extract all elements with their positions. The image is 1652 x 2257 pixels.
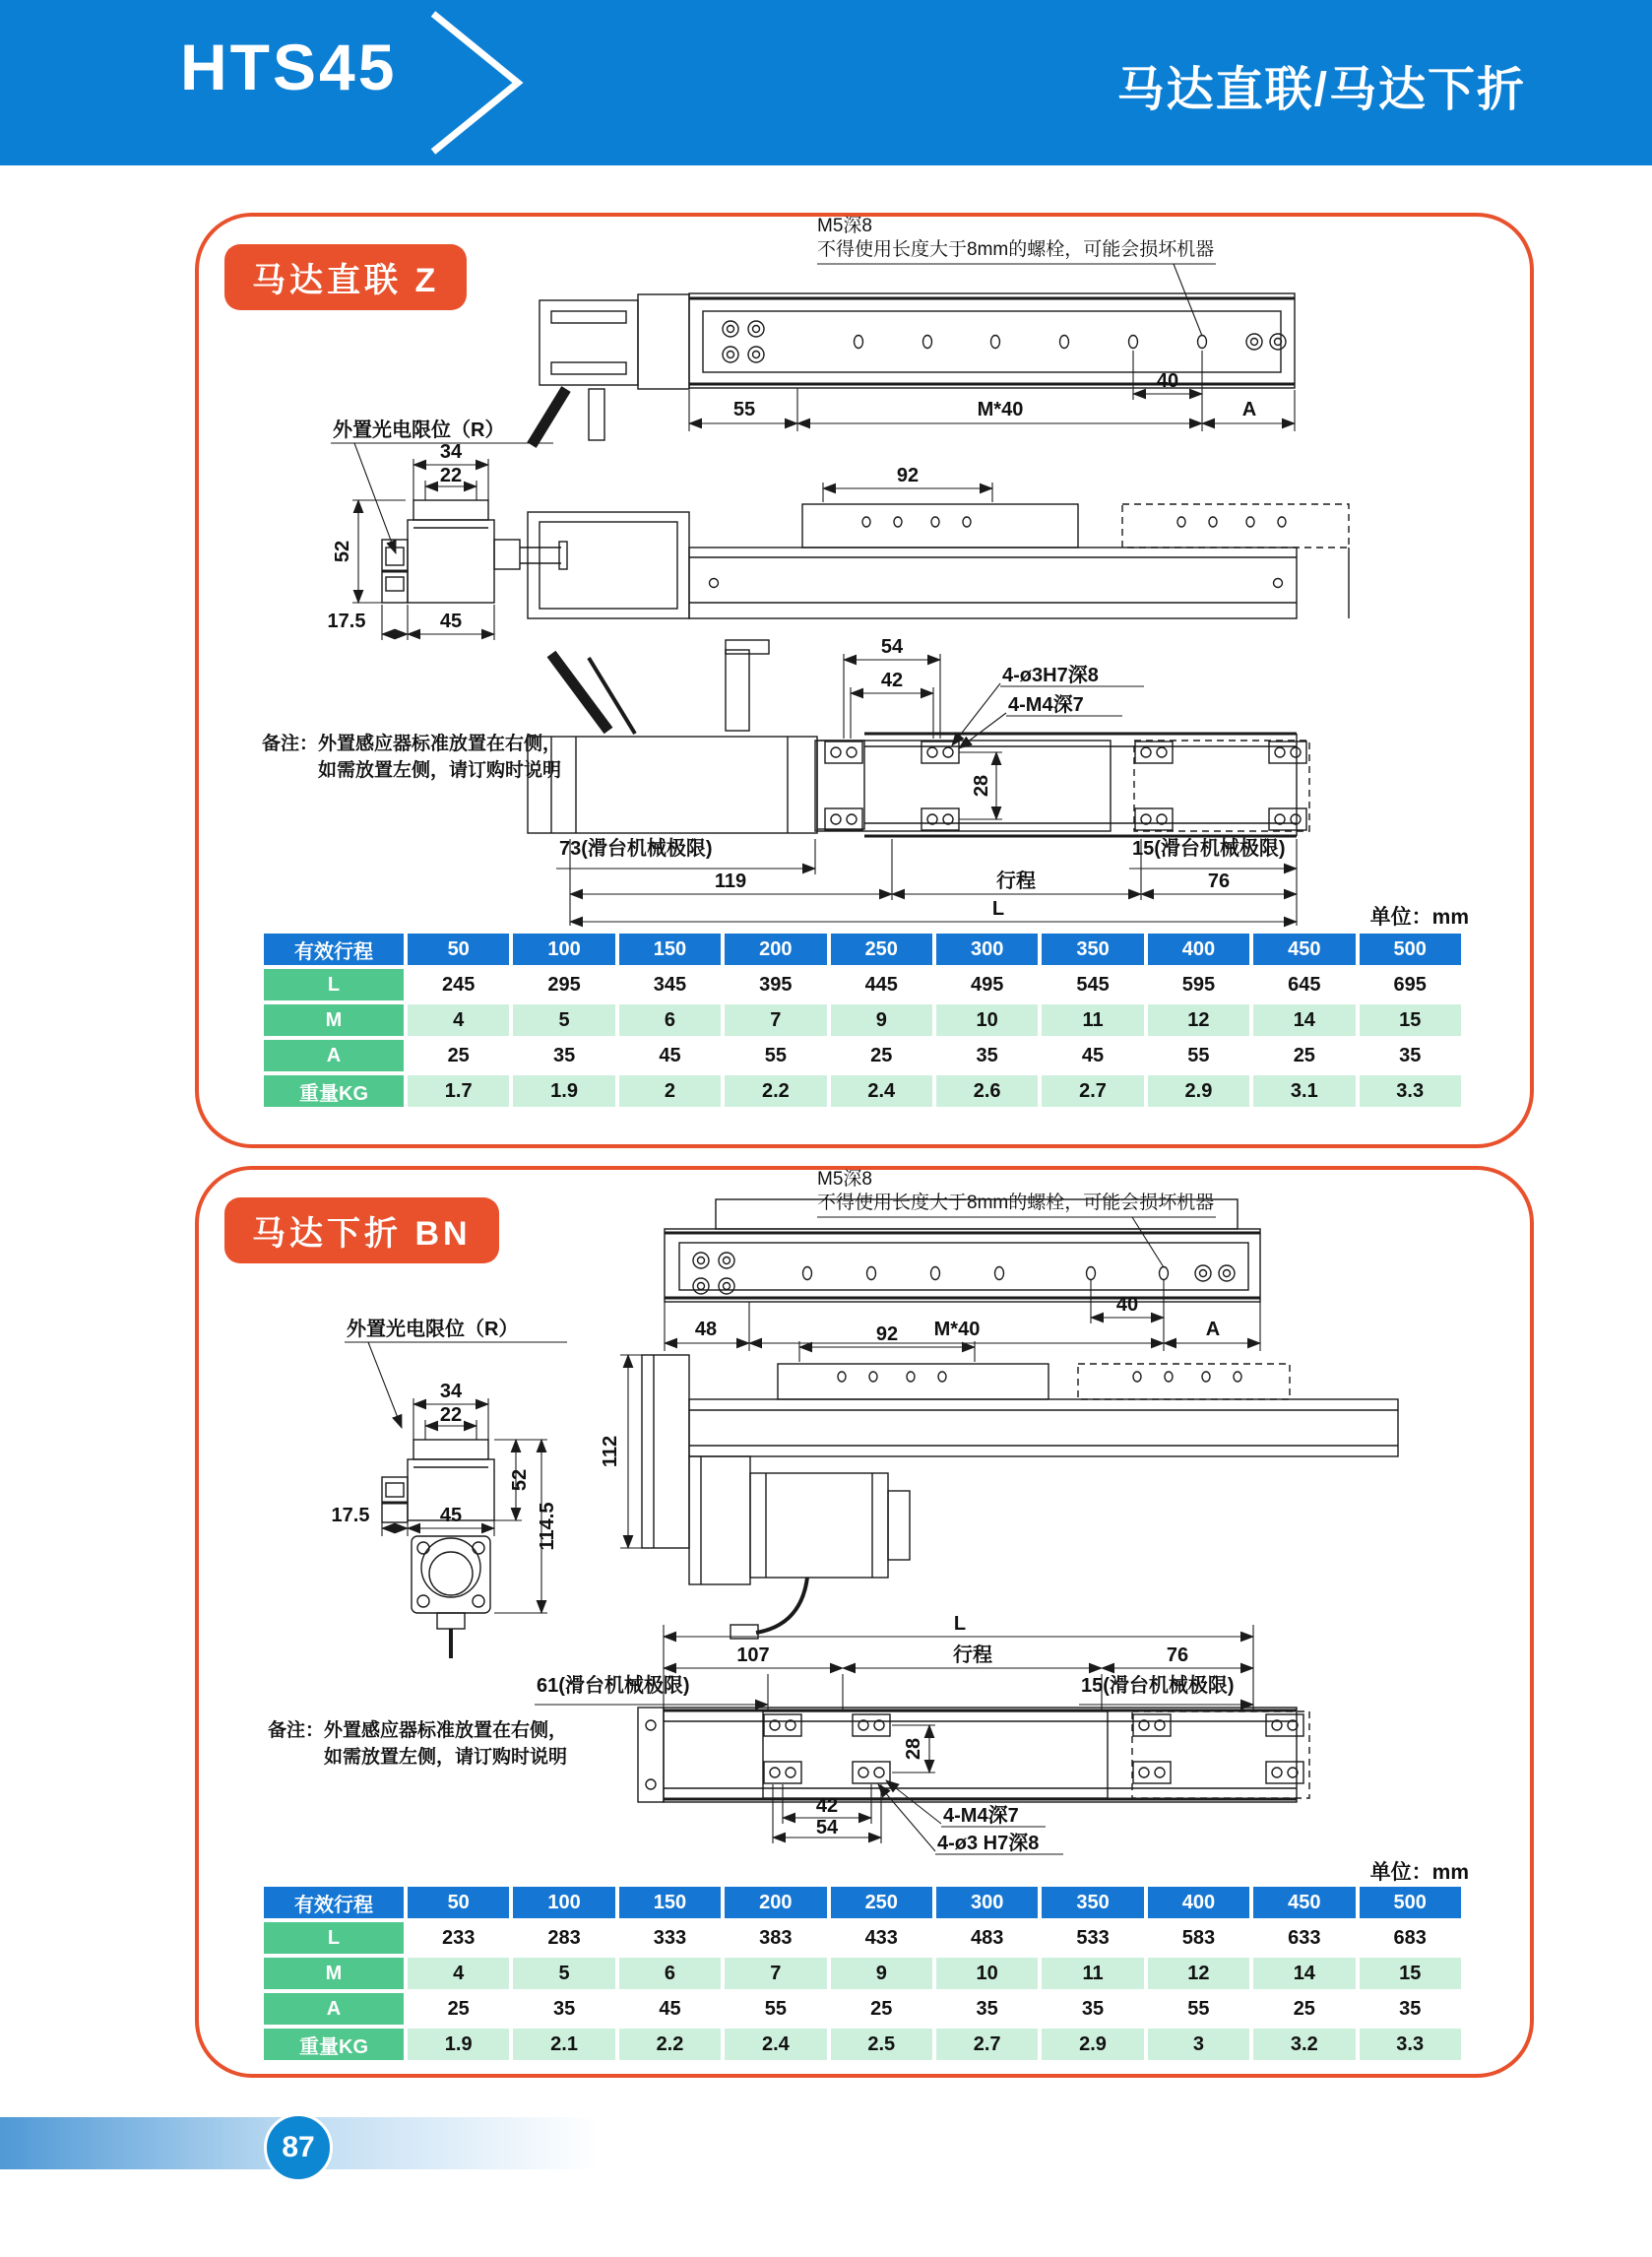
table-cell: 14 bbox=[1253, 1958, 1355, 1989]
table-cell: 2.7 bbox=[936, 2029, 1038, 2060]
table-cell: 25 bbox=[1253, 1040, 1355, 1071]
limit-label: 73(滑台机械极限) bbox=[559, 838, 713, 860]
dim-label: 28 bbox=[903, 1737, 924, 1761]
note-line2: 如需放置左侧，请订购时说明 bbox=[324, 1747, 568, 1768]
dim-label: 34 bbox=[439, 1381, 463, 1402]
table-cell: 9 bbox=[831, 1958, 932, 1989]
dim-label: 行程 bbox=[953, 1644, 992, 1666]
dim-label: 52 bbox=[332, 540, 353, 563]
dim-label: 40 bbox=[1156, 370, 1179, 392]
table-cell: 533 bbox=[1042, 1922, 1143, 1954]
panel2-warning bbox=[817, 1168, 1214, 1215]
table-cell: 695 bbox=[1360, 969, 1461, 1000]
dim-label: 28 bbox=[971, 774, 992, 798]
table-cell: 345 bbox=[619, 969, 721, 1000]
note-body bbox=[318, 731, 561, 784]
table-cell: 3.1 bbox=[1253, 1075, 1355, 1107]
dim-label: 119 bbox=[714, 871, 747, 892]
table-cell: 25 bbox=[831, 1040, 932, 1071]
table-header-cell: 50 bbox=[408, 934, 509, 965]
table-cell: 55 bbox=[1148, 1040, 1249, 1071]
hole-callout: 4-M4深7 bbox=[943, 1805, 1019, 1827]
note-line1: 外置感应器标准放置在右侧， bbox=[318, 734, 562, 754]
note-line2: 如需放置左侧，请订购时说明 bbox=[318, 760, 562, 781]
hole-callout: 4-ø3H7深8 bbox=[1002, 665, 1099, 686]
table-row-label: L bbox=[264, 969, 404, 1000]
panel2-dimension-table bbox=[264, 1887, 1461, 2060]
dim-label: 45 bbox=[439, 611, 463, 632]
table-cell: 25 bbox=[408, 1993, 509, 2025]
note-body bbox=[324, 1717, 567, 1771]
panel1-warning bbox=[817, 215, 1214, 262]
warning-line2: 不得使用长度大于8mm的螺栓，可能会损坏机器 bbox=[817, 239, 1215, 260]
table-cell: 483 bbox=[936, 1922, 1038, 1954]
table-cell: 55 bbox=[725, 1993, 826, 2025]
table-cell: 5 bbox=[513, 1958, 614, 1989]
panel1-dimension-table bbox=[264, 934, 1461, 1107]
chevron-icon bbox=[423, 8, 541, 158]
table-header-cell: 100 bbox=[513, 934, 614, 965]
table-cell: 7 bbox=[725, 1958, 826, 1989]
table-cell: 2.7 bbox=[1042, 1075, 1143, 1107]
table-cell: 12 bbox=[1148, 1958, 1249, 1989]
unit-label: 单位：mm bbox=[1369, 906, 1469, 929]
table-cell: 383 bbox=[725, 1922, 826, 1954]
table-cell: 333 bbox=[619, 1922, 721, 1954]
table-cell: 2.1 bbox=[513, 2029, 614, 2060]
hole-callout: 4-ø3 H7深8 bbox=[937, 1833, 1040, 1854]
note-line1: 外置感应器标准放置在右侧， bbox=[324, 1720, 568, 1741]
table-cell: 55 bbox=[1148, 1993, 1249, 2025]
note-prefix: 备注： bbox=[268, 1720, 325, 1741]
table-cell: 45 bbox=[1042, 1040, 1143, 1071]
table-header-cell: 300 bbox=[936, 934, 1038, 965]
table-header-cell: 150 bbox=[619, 1887, 721, 1918]
table-cell: 4 bbox=[408, 1004, 509, 1036]
table-cell: 25 bbox=[408, 1040, 509, 1071]
dim-label: 76 bbox=[1166, 1644, 1189, 1666]
dim-label: 40 bbox=[1115, 1294, 1139, 1316]
panel1-note bbox=[262, 731, 561, 784]
table-cell: 633 bbox=[1253, 1922, 1355, 1954]
table-cell: 10 bbox=[936, 1004, 1038, 1036]
table-header-cell: 250 bbox=[831, 934, 932, 965]
dim-label: 114.5 bbox=[537, 1502, 558, 1551]
table-cell: 1.7 bbox=[408, 1075, 509, 1107]
page-title: 马达直联/马达下折 bbox=[1116, 64, 1526, 116]
table-cell: 45 bbox=[619, 1040, 721, 1071]
limit-label: 15(滑台机械极限) bbox=[1132, 838, 1286, 860]
table-cell: 15 bbox=[1360, 1958, 1461, 1989]
table-cell: 245 bbox=[408, 969, 509, 1000]
table-cell: 55 bbox=[725, 1040, 826, 1071]
table-cell: 25 bbox=[1253, 1993, 1355, 2025]
table-header-cell: 50 bbox=[408, 1887, 509, 1918]
table-cell: 495 bbox=[936, 969, 1038, 1000]
hole-callout: 4-M4深7 bbox=[1008, 694, 1084, 716]
table-cell: 5 bbox=[513, 1004, 614, 1036]
model-title: HTS45 bbox=[180, 31, 398, 103]
table-header-cell: 400 bbox=[1148, 1887, 1249, 1918]
table-header-cell: 350 bbox=[1042, 1887, 1143, 1918]
table-cell: 2.5 bbox=[831, 2029, 932, 2060]
dim-label: M*40 bbox=[977, 399, 1024, 420]
table-cell: 11 bbox=[1042, 1004, 1143, 1036]
dim-label: L bbox=[991, 898, 1005, 920]
dim-label: 54 bbox=[880, 636, 904, 658]
table-cell: 3 bbox=[1148, 2029, 1249, 2060]
table-cell: 595 bbox=[1148, 969, 1249, 1000]
dim-label: 107 bbox=[736, 1644, 770, 1666]
table-cell: 3.3 bbox=[1360, 1075, 1461, 1107]
table-cell: 14 bbox=[1253, 1004, 1355, 1036]
table-cell: 2.9 bbox=[1042, 2029, 1143, 2060]
table-cell: 683 bbox=[1360, 1922, 1461, 1954]
dim-label: M*40 bbox=[933, 1319, 981, 1340]
table-cell: 2 bbox=[619, 1075, 721, 1107]
unit-label: 单位：mm bbox=[1369, 1861, 1469, 1884]
limit-label: 61(滑台机械极限) bbox=[537, 1675, 690, 1697]
dim-label: 17.5 bbox=[327, 611, 366, 632]
page-number-badge: 87 bbox=[264, 2113, 333, 2182]
dim-label: 112 bbox=[600, 1435, 621, 1468]
table-cell: 35 bbox=[936, 1993, 1038, 2025]
table-cell: 11 bbox=[1042, 1958, 1143, 1989]
table-cell: 3.2 bbox=[1253, 2029, 1355, 2060]
table-cell: 35 bbox=[1360, 1993, 1461, 2025]
table-cell: 433 bbox=[831, 1922, 932, 1954]
table-cell: 35 bbox=[1042, 1993, 1143, 2025]
table-cell: 7 bbox=[725, 1004, 826, 1036]
table-row-label: A bbox=[264, 1040, 404, 1071]
panel2-note bbox=[268, 1717, 567, 1771]
table-cell: 12 bbox=[1148, 1004, 1249, 1036]
dim-label: A bbox=[1241, 399, 1257, 420]
table-header-cell: 200 bbox=[725, 934, 826, 965]
table-header-label: 有效行程 bbox=[264, 1887, 404, 1918]
dim-label: 45 bbox=[439, 1505, 463, 1526]
dim-label: 17.5 bbox=[331, 1505, 370, 1526]
table-cell: 395 bbox=[725, 969, 826, 1000]
table-cell: 233 bbox=[408, 1922, 509, 1954]
dim-label: 92 bbox=[896, 465, 920, 486]
warning-line1: M5深8 bbox=[817, 216, 872, 236]
table-cell: 45 bbox=[619, 1993, 721, 2025]
table-cell: 2.4 bbox=[725, 2029, 826, 2060]
table-cell: 283 bbox=[513, 1922, 614, 1954]
table-header-cell: 200 bbox=[725, 1887, 826, 1918]
table-cell: 295 bbox=[513, 969, 614, 1000]
table-cell: 1.9 bbox=[408, 2029, 509, 2060]
table-cell: 35 bbox=[513, 1040, 614, 1071]
table-header-cell: 300 bbox=[936, 1887, 1038, 1918]
table-cell: 2.6 bbox=[936, 1075, 1038, 1107]
dim-label: 42 bbox=[815, 1795, 839, 1817]
table-cell: 25 bbox=[831, 1993, 932, 2025]
table-cell: 35 bbox=[936, 1040, 1038, 1071]
dim-label: 54 bbox=[815, 1817, 839, 1838]
table-cell: 4 bbox=[408, 1958, 509, 1989]
dim-label: L bbox=[953, 1613, 967, 1635]
dim-label: 34 bbox=[439, 441, 463, 463]
table-cell: 15 bbox=[1360, 1004, 1461, 1036]
table-cell: 10 bbox=[936, 1958, 1038, 1989]
table-header-cell: 450 bbox=[1253, 1887, 1355, 1918]
table-row-label: M bbox=[264, 1004, 404, 1036]
panel2-badge: 马达下折 BN bbox=[224, 1197, 499, 1263]
table-row-label: 重量KG bbox=[264, 1075, 404, 1107]
limit-label: 15(滑台机械极限) bbox=[1081, 1675, 1235, 1697]
dim-label: 52 bbox=[509, 1468, 531, 1492]
table-row-label: L bbox=[264, 1922, 404, 1954]
table-cell: 545 bbox=[1042, 969, 1143, 1000]
table-cell: 2.2 bbox=[725, 1075, 826, 1107]
table-cell: 6 bbox=[619, 1958, 721, 1989]
sensor-label: 外置光电限位（R） bbox=[333, 419, 505, 441]
dim-label: A bbox=[1205, 1319, 1221, 1340]
table-header-cell: 350 bbox=[1042, 934, 1143, 965]
dim-label: 92 bbox=[875, 1323, 899, 1345]
table-cell: 35 bbox=[1360, 1040, 1461, 1071]
dim-label: 22 bbox=[439, 465, 463, 486]
dim-label: 行程 bbox=[996, 871, 1036, 892]
warning-line1: M5深8 bbox=[817, 1169, 872, 1190]
table-header-cell: 500 bbox=[1360, 934, 1461, 965]
table-cell: 3.3 bbox=[1360, 2029, 1461, 2060]
panel1-badge: 马达直联 Z bbox=[224, 244, 467, 310]
table-cell: 9 bbox=[831, 1004, 932, 1036]
table-cell: 2.9 bbox=[1148, 1075, 1249, 1107]
dim-label: 55 bbox=[732, 399, 756, 420]
table-header-cell: 500 bbox=[1360, 1887, 1461, 1918]
dim-label: 42 bbox=[880, 670, 904, 691]
table-cell: 2.2 bbox=[619, 2029, 721, 2060]
table-header-cell: 400 bbox=[1148, 934, 1249, 965]
note-prefix: 备注： bbox=[262, 734, 319, 754]
table-header-cell: 250 bbox=[831, 1887, 932, 1918]
table-cell: 583 bbox=[1148, 1922, 1249, 1954]
table-row-label: M bbox=[264, 1958, 404, 1989]
table-cell: 35 bbox=[513, 1993, 614, 2025]
dim-label: 48 bbox=[694, 1319, 718, 1340]
dim-label: 76 bbox=[1207, 871, 1231, 892]
table-cell: 6 bbox=[619, 1004, 721, 1036]
table-cell: 2.4 bbox=[831, 1075, 932, 1107]
table-header-label: 有效行程 bbox=[264, 934, 404, 965]
dim-label: 22 bbox=[439, 1404, 463, 1426]
table-row-label: 重量KG bbox=[264, 2029, 404, 2060]
warning-line2: 不得使用长度大于8mm的螺栓，可能会损坏机器 bbox=[817, 1193, 1215, 1213]
table-cell: 445 bbox=[831, 969, 932, 1000]
sensor-label: 外置光电限位（R） bbox=[347, 1319, 519, 1340]
table-row-label: A bbox=[264, 1993, 404, 2025]
table-header-cell: 150 bbox=[619, 934, 721, 965]
table-cell: 645 bbox=[1253, 969, 1355, 1000]
table-header-cell: 450 bbox=[1253, 934, 1355, 965]
table-header-cell: 100 bbox=[513, 1887, 614, 1918]
table-cell: 1.9 bbox=[513, 1075, 614, 1107]
